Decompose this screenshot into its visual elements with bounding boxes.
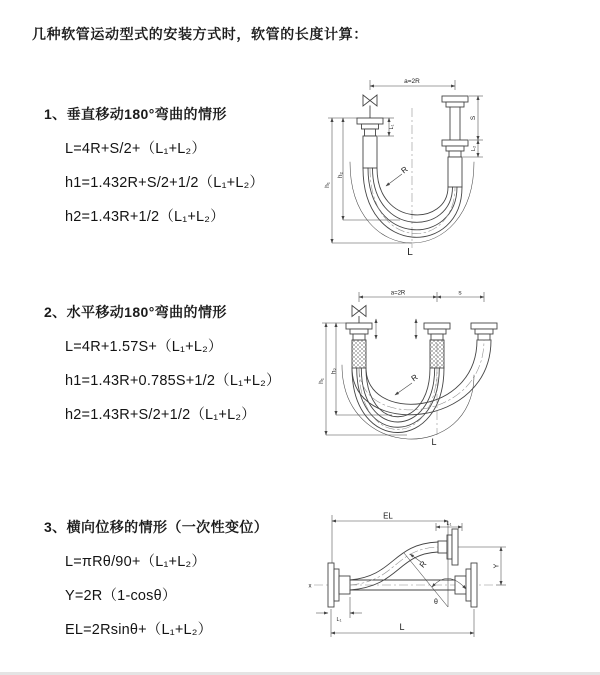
middle-flange-hose-end xyxy=(424,323,450,368)
dim-label-h1: h₁ xyxy=(324,182,331,188)
formula-line: Y=2R（1-cosθ） xyxy=(65,588,177,604)
valve-icon xyxy=(363,95,377,118)
dim-label-theta: θ xyxy=(434,599,438,606)
dim-label-length: L xyxy=(399,622,405,632)
section-horizontal-movement xyxy=(44,302,281,424)
formula-line: h2=1.43R+S/2+1/2（L₁+L₂） xyxy=(65,407,256,423)
valve-icon xyxy=(352,306,366,324)
dim-label-h2: h₂ xyxy=(337,171,344,179)
dim-label-length: L xyxy=(407,247,413,258)
dim-label-y: Y xyxy=(493,563,501,569)
dim-label-width: a=2R xyxy=(404,78,420,85)
dimension-lines xyxy=(322,289,484,435)
right-flange xyxy=(455,563,477,607)
dim-label-l1-bottom: L₁ xyxy=(336,617,342,623)
dim-label-h1: h₁ xyxy=(318,378,325,384)
diagram-horizontal-180-bend xyxy=(312,283,600,448)
dim-label-radius: R xyxy=(409,372,420,384)
formula-line: L=4R+1.57S+（L₁+L₂） xyxy=(65,339,223,355)
dim-label-l1: L₁ xyxy=(389,124,395,130)
formula-line: h2=1.43R+1/2（L₁+L₂） xyxy=(65,209,225,225)
dim-label-l2: L₂ xyxy=(471,145,477,152)
moved-flange-hose-end xyxy=(471,323,497,340)
dim-label-radius: R xyxy=(399,164,410,176)
dim-label-radius: R xyxy=(417,559,429,570)
dim-label-el: EL xyxy=(383,511,393,521)
dim-label-s: S xyxy=(470,115,477,121)
formula-line: L=πRθ/90+（L₁+L₂） xyxy=(65,554,207,570)
formula-line: h1=1.43R+0.785S+1/2（L₁+L₂） xyxy=(65,373,281,389)
page-title: 几种软管运动型式的安装方式时，软管的长度计算： xyxy=(32,26,368,42)
formula-line: L=4R+S/2+（L₁+L₂） xyxy=(65,141,207,157)
right-flange-hose-end xyxy=(442,96,468,187)
left-flange-hose-end xyxy=(357,118,383,168)
left-flange xyxy=(328,563,350,607)
diagram-lateral-displacement xyxy=(300,505,600,650)
section-2-heading: 2、水平移动180°弯曲的情形 xyxy=(44,304,227,320)
diagram-vertical-180-bend xyxy=(312,70,600,265)
dim-label-h2: h₂ xyxy=(330,367,338,375)
section-vertical-movement xyxy=(44,104,264,226)
section-1-heading: 1、垂直移动180°弯曲的情形 xyxy=(44,106,227,122)
left-flange-hose-end xyxy=(346,323,372,368)
formula-line: h1=1.432R+S/2+1/2（L₁+L₂） xyxy=(65,175,265,191)
formula-line: EL=2Rsinθ+（L₁+L₂） xyxy=(65,622,213,638)
dim-label-l1-top: L₁ xyxy=(446,521,452,527)
dim-label-s: s xyxy=(458,289,462,297)
axis-mark-label: x xyxy=(308,583,312,590)
dim-label-width: a=2R xyxy=(390,290,406,297)
section-lateral-displacement xyxy=(44,517,268,639)
dim-label-length: L xyxy=(431,437,437,447)
section-3-heading: 3、横向位移的情形（一次性变位） xyxy=(44,519,269,535)
